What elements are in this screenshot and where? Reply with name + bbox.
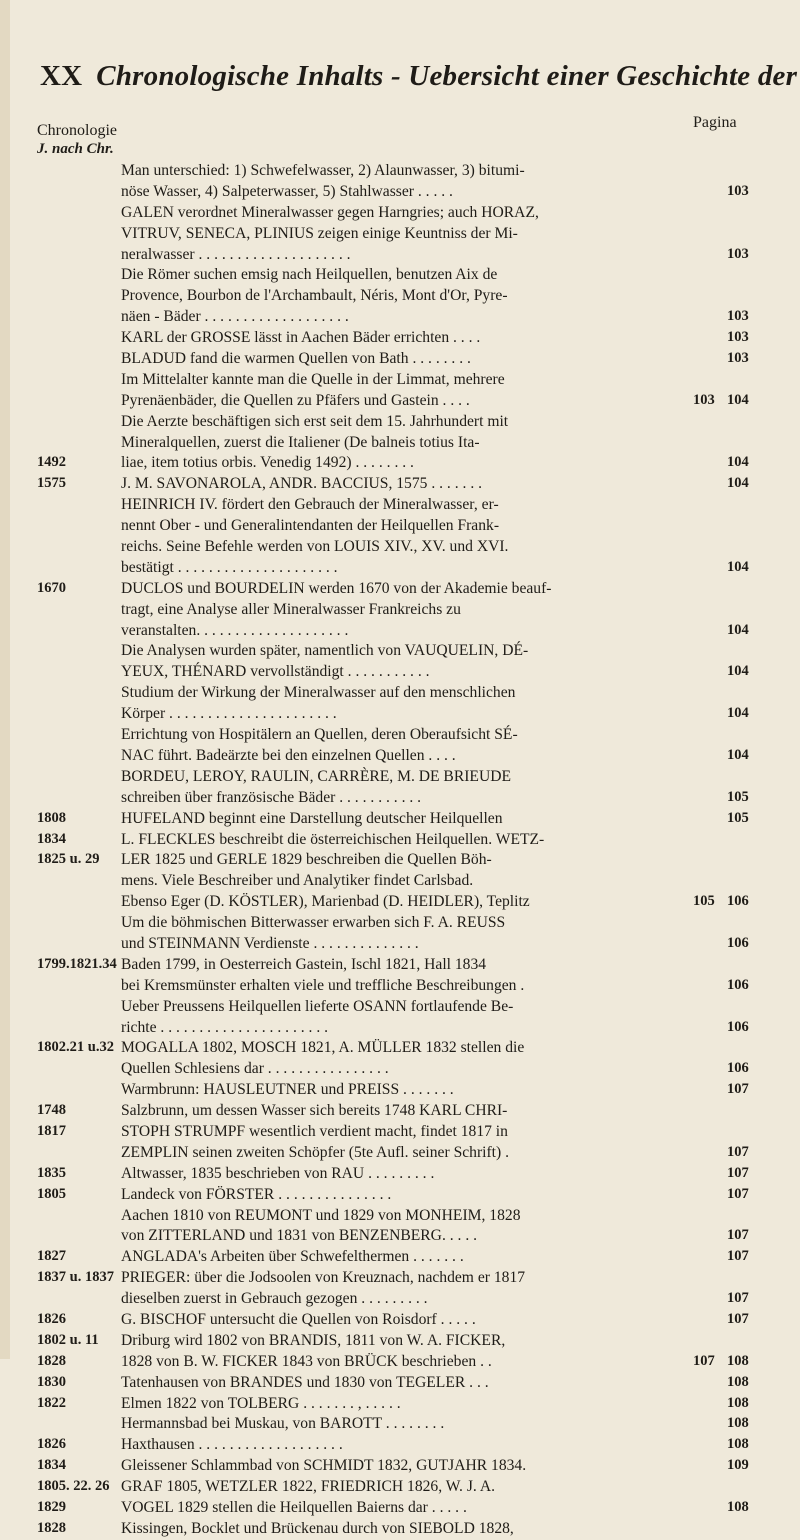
entry-page-b: 108 — [727, 1436, 749, 1453]
column-label-chronologie: Chronologie — [37, 122, 117, 139]
entry-page-b: 103 — [727, 350, 749, 367]
entry-year: 1802.21 u.32 — [37, 1039, 114, 1056]
entry-line — [0, 495, 800, 516]
entry-line — [0, 600, 800, 621]
entry-text: Körper . . . . . . . . . . . . . . . . . . . . . . — [121, 705, 337, 723]
entry-line — [0, 976, 800, 997]
entry-line — [0, 433, 800, 454]
entry-text: ANGLADA's Arbeiten über Schwefelthermen . . . . . . . — [121, 1248, 464, 1266]
entry-year: 1748 — [37, 1102, 66, 1119]
entry-line — [0, 1038, 800, 1059]
entry-line — [0, 579, 800, 600]
entry-page-a: 107 — [693, 1352, 715, 1369]
entry-text: BORDEU, LEROY, RAULIN, CARRÈRE, M. DE BRIEUDE — [121, 767, 511, 785]
entry-page-b: 106 — [727, 1018, 749, 1035]
entry-text: näen - Bäder . . . . . . . . . . . . . . . . . . . — [121, 308, 349, 326]
entry-year: 1834 — [37, 1457, 66, 1474]
entry-text: nöse Wasser, 4) Salpeterwasser, 5) Stahlwasser . . . . . — [121, 182, 453, 200]
entry-text: tragt, eine Analyse aller Mineralwasser Frankreichs zu — [121, 600, 461, 618]
entry-line — [0, 224, 800, 245]
entry-text: DUCLOS und BOURDELIN werden 1670 von der Akademie beauf- — [121, 579, 552, 597]
entry-year: 1827 — [37, 1248, 66, 1265]
entry-line — [0, 1143, 800, 1164]
entry-line — [0, 809, 800, 830]
entry-text: HEINRICH IV. fördert den Gebrauch der Mineralwasser, er- — [121, 496, 499, 514]
entry-year: 1799.1821.34 — [37, 955, 117, 972]
entry-text: Die Römer suchen emsig nach Heilquellen, benutzen Aix de — [121, 266, 498, 284]
entry-line — [0, 1435, 800, 1456]
entry-line — [0, 830, 800, 851]
entry-text: Quellen Schlesiens dar . . . . . . . . . . . . . . . . — [121, 1060, 389, 1078]
entry-text: Ueber Preussens Heilquellen lieferte OSANN fortlaufende Be- — [121, 997, 514, 1015]
entry-line — [0, 955, 800, 976]
entry-year: 1802 u. 11 — [37, 1331, 99, 1348]
entry-line — [0, 412, 800, 433]
column-label-year-era: J. nach Chr. — [37, 141, 114, 157]
entry-line — [0, 871, 800, 892]
entry-page-b: 106 — [727, 976, 749, 993]
entry-line — [0, 537, 800, 558]
entry-line — [0, 1394, 800, 1415]
entry-line — [0, 1164, 800, 1185]
entry-text: GALEN verordnet Mineralwasser gegen Harngries; auch HORAZ, — [121, 203, 539, 221]
entry-line — [0, 307, 800, 328]
entry-line — [0, 1059, 800, 1080]
entry-text: Studium der Wirkung der Mineralwasser auf den menschlichen — [121, 684, 516, 702]
entry-page-b: 104 — [727, 454, 749, 471]
entry-page-a: 105 — [693, 893, 715, 910]
entry-year: 1834 — [37, 830, 66, 847]
entry-year: 1835 — [37, 1164, 66, 1181]
entry-page-b: 107 — [727, 1227, 749, 1244]
entry-text: G. BISCHOF untersucht die Quellen von Roisdorf . . . . . — [121, 1310, 476, 1328]
entry-page-b: 103 — [727, 182, 749, 199]
entry-line — [0, 1206, 800, 1227]
entry-text: Haxthausen . . . . . . . . . . . . . . . . . . . — [121, 1436, 343, 1454]
entry-text: Driburg wird 1802 von BRANDIS, 1811 von W. A. FICKER, — [121, 1331, 506, 1349]
entry-line — [0, 704, 800, 725]
entry-text: YEUX, THÉNARD vervollständigt . . . . . . . . . . . — [121, 663, 430, 681]
entry-year: 1670 — [37, 579, 66, 596]
entry-line — [0, 1498, 800, 1519]
entry-line — [0, 161, 800, 182]
entry-year: 1805. 22. 26 — [37, 1478, 110, 1495]
entry-year: 1825 u. 29 — [37, 851, 100, 868]
entry-line — [0, 788, 800, 809]
entry-year: 1828 — [37, 1519, 66, 1536]
entry-text: nennt Ober - und Generalintendanten der Heilquellen Frank- — [121, 517, 500, 535]
entry-text: L. FLECKLES beschreibt die österreichischen Heilquellen. WETZ- — [121, 830, 545, 848]
entry-text: neralwasser . . . . . . . . . . . . . . . . . . . . — [121, 245, 351, 263]
entry-text: ZEMPLIN seinen zweiten Schöpfer (5te Aufl. seiner Schrift) . — [121, 1143, 510, 1161]
entry-text: Elmen 1822 von TOLBERG . . . . . . . , . . . . . — [121, 1394, 401, 1412]
entry-text: Gleissener Schlammbad von SCHMIDT 1832, GUTJAHR 1834. — [121, 1457, 527, 1475]
entry-text: Hermannsbad bei Muskau, von BAROTT . . . . . . . . — [121, 1415, 445, 1433]
entry-text: Provence, Bourbon de l'Archambault, Néris, Mont d'Or, Pyre- — [121, 287, 508, 305]
entry-page-b: 108 — [727, 1499, 749, 1515]
entry-page-b: 107 — [727, 1185, 749, 1202]
entry-line — [0, 1477, 800, 1498]
entry-page-b: 106 — [727, 1060, 749, 1077]
entry-page-b: 104 — [727, 558, 749, 575]
entry-text: 1828 von B. W. FICKER 1843 von BRÜCK beschrieben . . — [121, 1352, 492, 1370]
entry-year: 1808 — [37, 809, 66, 826]
entry-page-b: 104 — [727, 391, 749, 408]
entry-year: 1492 — [37, 454, 66, 471]
entry-text: Um die böhmischen Bitterwasser erwarben sich F. A. REUSS — [121, 914, 506, 932]
entry-text: Altwasser, 1835 beschrieben von RAU . . . . . . . . . — [121, 1164, 435, 1182]
entry-line — [0, 453, 800, 474]
entry-page-b: 107 — [727, 1164, 749, 1181]
entry-line — [0, 474, 800, 495]
entry-text: von ZITTERLAND und 1831 von BENZENBERG. . . . . — [121, 1227, 478, 1245]
entry-line — [0, 662, 800, 683]
column-label-pagina: Pagina — [693, 114, 737, 131]
entry-line — [0, 370, 800, 391]
entry-line — [0, 1456, 800, 1477]
entry-page-b: 108 — [727, 1415, 749, 1432]
entry-page-b: 108 — [727, 1352, 749, 1369]
entry-year: 1805 — [37, 1185, 66, 1202]
entry-line — [0, 1289, 800, 1310]
entry-page-b: 105 — [727, 809, 749, 826]
entry-text: bei Kremsmünster erhalten viele und treffliche Beschreibungen . — [121, 976, 525, 994]
entry-text: Ebenso Eger (D. KÖSTLER), Marienbad (D. HEIDLER), Teplitz — [121, 893, 530, 911]
entry-year: 1822 — [37, 1394, 66, 1411]
entry-line — [0, 391, 800, 412]
entry-line — [0, 1185, 800, 1206]
entry-text: Salzbrunn, um dessen Wasser sich bereits 1748 KARL CHRI- — [121, 1102, 508, 1120]
entry-line — [0, 1414, 800, 1435]
entry-text: Im Mittelalter kannte man die Quelle in der Limmat, mehrere — [121, 370, 505, 388]
entry-text: GRAF 1805, WETZLER 1822, FRIEDRICH 1826, W. J. A. — [121, 1478, 495, 1496]
entry-line — [0, 1122, 800, 1143]
entry-text: Aachen 1810 von REUMONT und 1829 von MONHEIM, 1828 — [121, 1206, 521, 1224]
entry-page-b: 106 — [727, 893, 749, 910]
entry-text: Die Analysen wurden später, namentlich von VAUQUELIN, DÉ- — [121, 642, 529, 660]
entries-list — [0, 161, 800, 1540]
entry-page-b: 105 — [727, 788, 749, 805]
page-number: XX — [40, 60, 83, 92]
entry-page-a: 103 — [693, 391, 715, 408]
entry-text: reichs. Seine Befehle werden von LOUIS XIV., XV. und XVI. — [121, 538, 509, 556]
entry-page-b: 107 — [727, 1143, 749, 1160]
entry-page-b: 103 — [727, 329, 749, 346]
entry-line — [0, 286, 800, 307]
entry-text: dieselben zuerst in Gebrauch gezogen . . . . . . . . . — [121, 1290, 428, 1308]
entry-line — [0, 1310, 800, 1331]
entry-page-b: 106 — [727, 934, 749, 951]
entry-year: 1826 — [37, 1310, 66, 1327]
entry-line — [0, 1352, 800, 1373]
entry-page-b: 103 — [727, 245, 749, 262]
entry-line — [0, 746, 800, 767]
entry-text: und STEINMANN Verdienste . . . . . . . . . . . . . . — [121, 934, 419, 952]
entry-text: VOGEL 1829 stellen die Heilquellen Baierns dar . . . . . — [121, 1499, 467, 1516]
entry-line — [0, 1080, 800, 1101]
entry-line — [0, 265, 800, 286]
entry-page-b: 104 — [727, 705, 749, 722]
entry-text: Warmbrunn: HAUSLEUTNER und PREISS . . . . . . . — [121, 1081, 454, 1099]
entry-year: 1830 — [37, 1373, 66, 1390]
entry-line — [0, 245, 800, 266]
entry-line — [0, 641, 800, 662]
entry-text: schreiben über französische Bäder . . . . . . . . . . . — [121, 788, 422, 806]
entry-line — [0, 683, 800, 704]
entry-text: STOPH STRUMPF wesentlich verdient macht, findet 1817 in — [121, 1122, 508, 1140]
entry-line — [0, 913, 800, 934]
entry-line — [0, 767, 800, 788]
entry-text: J. M. SAVONAROLA, ANDR. BACCIUS, 1575 . . . . . . . — [121, 475, 483, 493]
entry-line — [0, 725, 800, 746]
entry-page-b: 107 — [727, 1290, 749, 1307]
entry-text: BLADUD fand die warmen Quellen von Bath . . . . . . . . — [121, 350, 471, 368]
entry-text: Landeck von FÖRSTER . . . . . . . . . . . . . . . — [121, 1185, 392, 1203]
entry-page-b: 104 — [727, 621, 749, 638]
entry-line — [0, 621, 800, 642]
entry-line — [0, 1101, 800, 1122]
entry-page-b: 103 — [727, 308, 749, 325]
entry-line — [0, 558, 800, 579]
entry-line — [0, 1018, 800, 1039]
entry-text: VITRUV, SENECA, PLINIUS zeigen einige Keuntniss der Mi- — [121, 224, 518, 242]
entry-line — [0, 1226, 800, 1247]
entry-text: Kissingen, Bocklet und Brückenau durch von SIEBOLD 1828, — [121, 1519, 514, 1537]
entry-text: veranstalten. . . . . . . . . . . . . . . . . . . . — [121, 621, 349, 639]
entry-text: Pyrenäenbäder, die Quellen zu Pfäfers und Gastein . . . . — [121, 391, 470, 409]
entry-year: 1826 — [37, 1436, 66, 1453]
entry-line — [0, 203, 800, 224]
entry-year: 1829 — [37, 1499, 66, 1515]
entry-line — [0, 328, 800, 349]
entry-page-b: 107 — [727, 1248, 749, 1265]
entry-text: Man unterschied: 1) Schwefelwasser, 2) Alaunwasser, 3) bitumi- — [121, 162, 525, 179]
entry-page-b: 108 — [727, 1373, 749, 1390]
entry-line — [0, 1373, 800, 1394]
entry-line — [0, 1519, 800, 1540]
page-title: Chronologische Inhalts - Uebersicht einer Geschichte der — [96, 60, 798, 92]
entry-line — [0, 892, 800, 913]
entry-text: Errichtung von Hospitälern an Quellen, deren Oberaufsicht SÉ- — [121, 726, 518, 744]
entry-page-b: 109 — [727, 1457, 749, 1474]
entry-line — [0, 1331, 800, 1352]
entry-text: Tatenhausen von BRANDES und 1830 von TEGELER . . . — [121, 1373, 489, 1391]
entry-text: NAC führt. Badeärzte bei den einzelnen Quellen . . . . — [121, 746, 456, 764]
entry-page-b: 104 — [727, 475, 749, 492]
entry-line — [0, 516, 800, 537]
page-header — [40, 60, 798, 93]
entry-text: PRIEGER: über die Jodsoolen von Kreuznach, nachdem er 1817 — [121, 1269, 526, 1287]
entry-line — [0, 1247, 800, 1268]
entry-text: richte . . . . . . . . . . . . . . . . . . . . . . — [121, 1018, 329, 1036]
entry-text: LER 1825 und GERLE 1829 beschreiben die Quellen Böh- — [121, 851, 492, 869]
entry-text: liae, item totius orbis. Venedig 1492) . . . . . . . . — [121, 454, 414, 472]
entry-year: 1837 u. 1837 — [37, 1269, 114, 1286]
entry-text: Baden 1799, in Oesterreich Gastein, Ischl 1821, Hall 1834 — [121, 955, 487, 973]
entry-line — [0, 182, 800, 203]
entry-line — [0, 934, 800, 955]
entry-page-b: 107 — [727, 1310, 749, 1327]
entry-text: KARL der GROSSE lässt in Aachen Bäder errichten . . . . — [121, 329, 481, 347]
entry-line — [0, 349, 800, 370]
entry-year: 1817 — [37, 1122, 66, 1139]
entry-text: Mineralquellen, zuerst die Italiener (De balneis totius Ita- — [121, 433, 480, 451]
entry-year: 1828 — [37, 1352, 66, 1369]
entry-line — [0, 1268, 800, 1289]
entry-page-b: 104 — [727, 746, 749, 763]
entry-page-b: 104 — [727, 663, 749, 680]
entry-text: Die Aerzte beschäftigen sich erst seit dem 15. Jahrhundert mit — [121, 412, 509, 430]
entry-page-b: 107 — [727, 1081, 749, 1098]
entry-text: bestätigt . . . . . . . . . . . . . . . . . . . . . — [121, 558, 338, 576]
entry-year: 1575 — [37, 475, 66, 492]
entry-text: HUFELAND beginnt eine Darstellung deutscher Heilquellen — [121, 809, 503, 827]
entry-text: MOGALLA 1802, MOSCH 1821, A. MÜLLER 1832 stellen die — [121, 1039, 525, 1057]
entry-line — [0, 997, 800, 1018]
entry-line — [0, 850, 800, 871]
entry-page-b: 108 — [727, 1394, 749, 1411]
entry-text: mens. Viele Beschreiber und Analytiker findet Carlsbad. — [121, 872, 474, 890]
